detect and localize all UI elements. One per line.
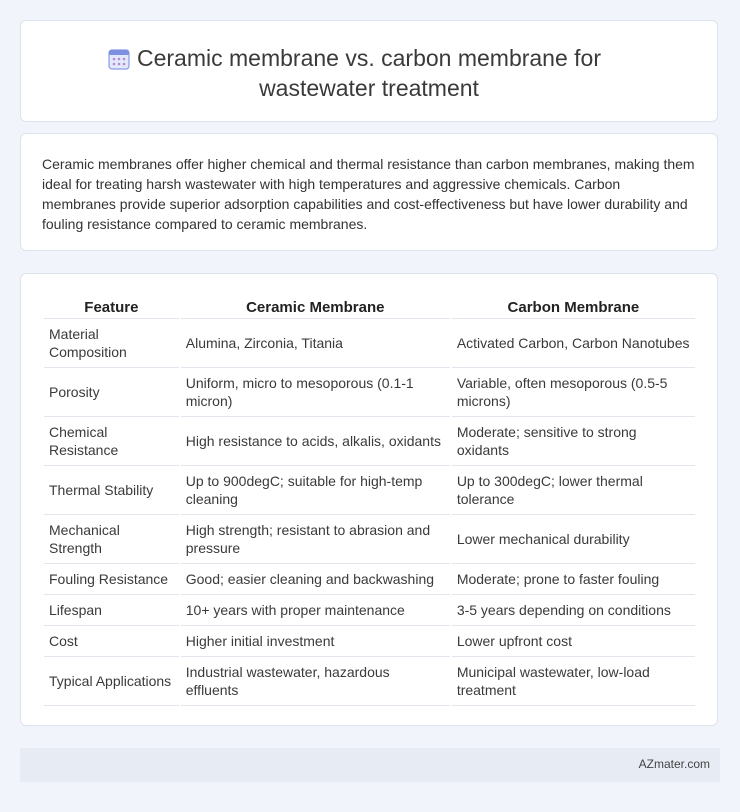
table-row	[44, 319, 695, 368]
carbon-cell: Lower mechanical durability	[452, 515, 695, 564]
summary-text: Ceramic membranes offer higher chemical and thermal resistance than carbon membranes, making them ideal for treating harsh wastewater with high temperatures and aggressive chemicals. Carbon membranes provide superior adsorption capabilities and cost-effectiveness but have lower durability and fouling resistance compared to ceramic membranes.	[42, 156, 695, 232]
ceramic-cell: High resistance to acids, alkalis, oxidants	[181, 417, 450, 466]
ceramic-cell: Higher initial investment	[181, 626, 450, 657]
carbon-cell: Up to 300degC; lower thermal tolerance	[452, 466, 695, 515]
table-row	[44, 368, 695, 417]
feature-cell: Porosity	[44, 368, 179, 417]
footer-brand-link[interactable]: AZmater.com	[638, 757, 710, 771]
summary-card	[20, 133, 718, 251]
table-row	[44, 515, 695, 564]
table-row	[44, 657, 695, 706]
ceramic-cell: High strength; resistant to abrasion and pressure	[181, 515, 450, 564]
header-ceramic: Ceramic Membrane	[181, 296, 450, 319]
carbon-cell: Lower upfront cost	[452, 626, 695, 657]
ceramic-cell: Up to 900degC; suitable for high-temp cleaning	[181, 466, 450, 515]
comparison-table	[42, 296, 697, 706]
feature-cell: Cost	[44, 626, 179, 657]
feature-cell: Mechanical Strength	[44, 515, 179, 564]
ceramic-cell: Good; easier cleaning and backwashing	[181, 564, 450, 595]
ceramic-cell: 10+ years with proper maintenance	[181, 595, 450, 626]
header-carbon: Carbon Membrane	[452, 296, 695, 319]
table-row	[44, 564, 695, 595]
title-line-2: wastewater treatment	[259, 75, 479, 101]
comparison-table-card	[20, 273, 718, 726]
carbon-cell: 3-5 years depending on conditions	[452, 595, 695, 626]
ceramic-cell: Uniform, micro to mesoporous (0.1-1 micron)	[181, 368, 450, 417]
footer-bar	[20, 748, 720, 782]
carbon-cell: Variable, often mesoporous (0.5-5 microns)	[452, 368, 695, 417]
ceramic-cell: Industrial wastewater, hazardous effluents	[181, 657, 450, 706]
table-row	[44, 417, 695, 466]
feature-cell: Typical Applications	[44, 657, 179, 706]
header-feature: Feature	[44, 296, 179, 319]
carbon-cell: Activated Carbon, Carbon Nanotubes	[452, 319, 695, 368]
page-title	[21, 43, 717, 103]
feature-cell: Fouling Resistance	[44, 564, 179, 595]
header-card	[20, 20, 718, 122]
feature-cell: Lifespan	[44, 595, 179, 626]
table-row	[44, 626, 695, 657]
ceramic-cell: Alumina, Zirconia, Titania	[181, 319, 450, 368]
table-row	[44, 466, 695, 515]
feature-cell: Chemical Resistance	[44, 417, 179, 466]
table-header-row	[44, 296, 695, 319]
carbon-cell: Moderate; prone to faster fouling	[452, 564, 695, 595]
feature-cell: Material Composition	[44, 319, 179, 368]
carbon-cell: Municipal wastewater, low-load treatment	[452, 657, 695, 706]
table-row	[44, 595, 695, 626]
carbon-cell: Moderate; sensitive to strong oxidants	[452, 417, 695, 466]
feature-cell: Thermal Stability	[44, 466, 179, 515]
title-line-1: Ceramic membrane vs. carbon membrane for	[137, 45, 601, 71]
